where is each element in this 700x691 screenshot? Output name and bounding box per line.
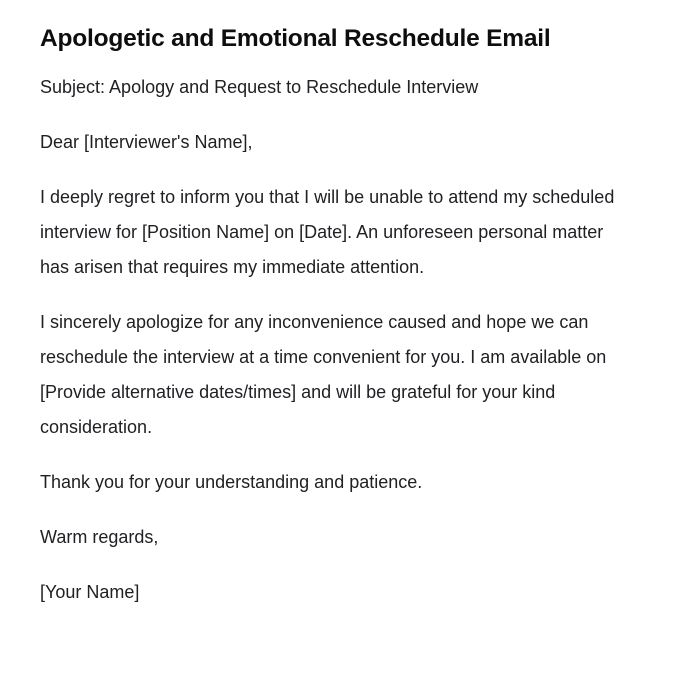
email-salutation: Dear [Interviewer's Name], (40, 132, 253, 152)
email-body-paragraph-1: I deeply regret to inform you that I will be unable to attend my scheduled interview for [Position Name] on [Date]. An unforeseen personal matter has arisen that requires my immediate attention. (40, 187, 615, 277)
email-subject-line: Subject: Apology and Request to Reschedule Interview (40, 77, 479, 97)
email-signature-placeholder: [Your Name] (40, 582, 140, 602)
email-body-paragraph-3: Thank you for your understanding and patience. (40, 472, 423, 492)
page-title: Apologetic and Emotional Reschedule Email (40, 25, 551, 52)
email-body-paragraph-2: I sincerely apologize for any inconvenience caused and hope we can reschedule the interview at a time convenient for you. I am available on [Provide alternative dates/times] and will be grateful for your kind consideration. (40, 312, 607, 437)
email-closing: Warm regards, (40, 527, 159, 547)
